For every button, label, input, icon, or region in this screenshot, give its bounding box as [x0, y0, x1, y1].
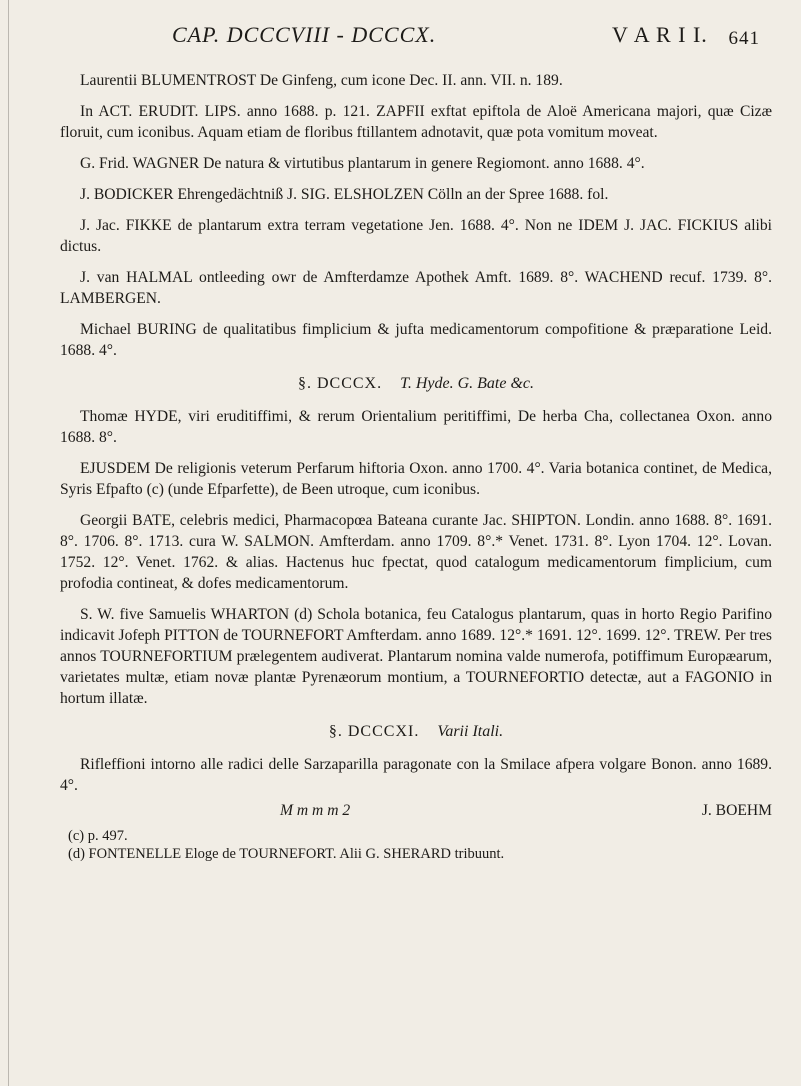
entry-riflessioni: Rifleffioni intorno alle radici delle Sarzaparilla paragonate con la Smilace afpera volgare Bonon. anno 1689. 4°. — [60, 756, 772, 794]
page-number: 641 — [728, 28, 760, 49]
section-number: §. DCCCXI. — [328, 723, 420, 740]
section-title: T. Hyde. G. Bate &c. — [400, 375, 534, 392]
signature-author: J. BOEHM — [701, 802, 772, 819]
entry-wharton: S. W. five Samuelis WHARTON (d) Schola botanica, feu Catalogus plantarum, quas in horto Regio Parifino indicavit Jofeph PITTON de TOURNEFORT Amfterdam. anno 1689. 12°.* 1691. 12°. 1699. 12°. TREW. Per tres annos TOURNEFORTIUM prælegentem audiverat. Plantarum nomina valde numerofa, potiffimum Europæarum, varietates multæ, etiam novæ plantæ Pyrenæorum montium, a TOURNEFORTIO detectæ, aut a FAGONIO in hortum illatæ. — [60, 606, 772, 707]
page-gutter-line — [8, 0, 9, 1086]
section-heading: V A R I I. — [612, 22, 708, 47]
chapter-heading: CAP. DCCCVIII - DCCCX. — [172, 22, 437, 47]
entry-bate: Georgii BATE, celebris medici, Pharmacopœa Bateana curante Jac. SHIPTON. Londin. anno 1688. 8°. 1691. 8°. 1706. 8°. 1713. cura W. SALMON. Amfterdam. anno 1709. 8°.* Venet. 1731. 8°. Lyon 1704. 12°. Lovan. 1752. 12°. Venet. 1762. & alias. Hactenus huc fpectat, quod catalogum medicamentorum fimplicium, cum profodia contineat, & dofes medicamentorum. — [60, 512, 772, 592]
entry-buring: Michael BURING de qualitatibus fimplicium & jufta medicamentorum compofitione & præparatione Leid. 1688. 4°. — [60, 321, 772, 359]
entry-hyde-religion: EJUSDEM De religionis veterum Perfarum hiftoria Oxon. anno 1700. 4°. Varia botanica continet, de Medica, Syris Efpafto (c) (unde Efparfette), de Been utroque, cum iconibus. — [60, 460, 772, 498]
signature-line — [60, 800, 772, 821]
main-text — [60, 70, 772, 863]
section-number: §. DCCCX. — [297, 375, 383, 392]
section-heading-dcccx — [60, 373, 772, 394]
footnotes — [60, 827, 772, 863]
section-heading-dcccxi — [60, 721, 772, 742]
entry-wagner: G. Frid. WAGNER De natura & virtutibus plantarum in genere Regiomont. anno 1688. 4°. — [80, 155, 645, 172]
footnote-c: (c) p. 497. — [68, 828, 128, 844]
entry-fikke: J. Jac. FIKKE de plantarum extra terram vegetatione Jen. 1688. 4°. Non ne IDEM J. JAC. FICKIUS alibi dictus. — [60, 217, 772, 255]
entry-zapfii: In ACT. ERUDIT. LIPS. anno 1688. p. 121. ZAPFII exftat epiftola de Aloë Americana majori, quæ Cizæ floruit, cum iconibus. Aquam etiam de floribus ftillantem adnotavit, quæ pota vomitum moveat. — [60, 103, 772, 141]
footnote-d: (d) FONTENELLE Eloge de TOURNEFORT. Alii G. SHERARD tribuunt. — [68, 846, 505, 862]
running-header — [160, 18, 760, 58]
section-title: Varii Itali. — [437, 723, 504, 740]
entry-hyde: Thomæ HYDE, viri eruditiffimi, & rerum Orientalium peritiffimi, De herba Cha, collectanea Oxon. anno 1688. 8°. — [60, 408, 772, 446]
entry-bodicker: J. BODICKER Ehrengedächtniß J. SIG. ELSHOLZEN Cölln an der Spree 1688. fol. — [80, 186, 609, 203]
entry-blumentrost: Laurentii BLUMENTROST De Ginfeng, cum icone Dec. II. ann. VII. n. 189. — [80, 72, 563, 89]
entry-halmal: J. van HALMAL ontleeding owr de Amfterdamze Apothek Amft. 1689. 8°. WACHEND recuf. 1739. 8°. LAMBERGEN. — [60, 269, 772, 307]
signature-mark: M m m m 2 — [280, 802, 351, 819]
